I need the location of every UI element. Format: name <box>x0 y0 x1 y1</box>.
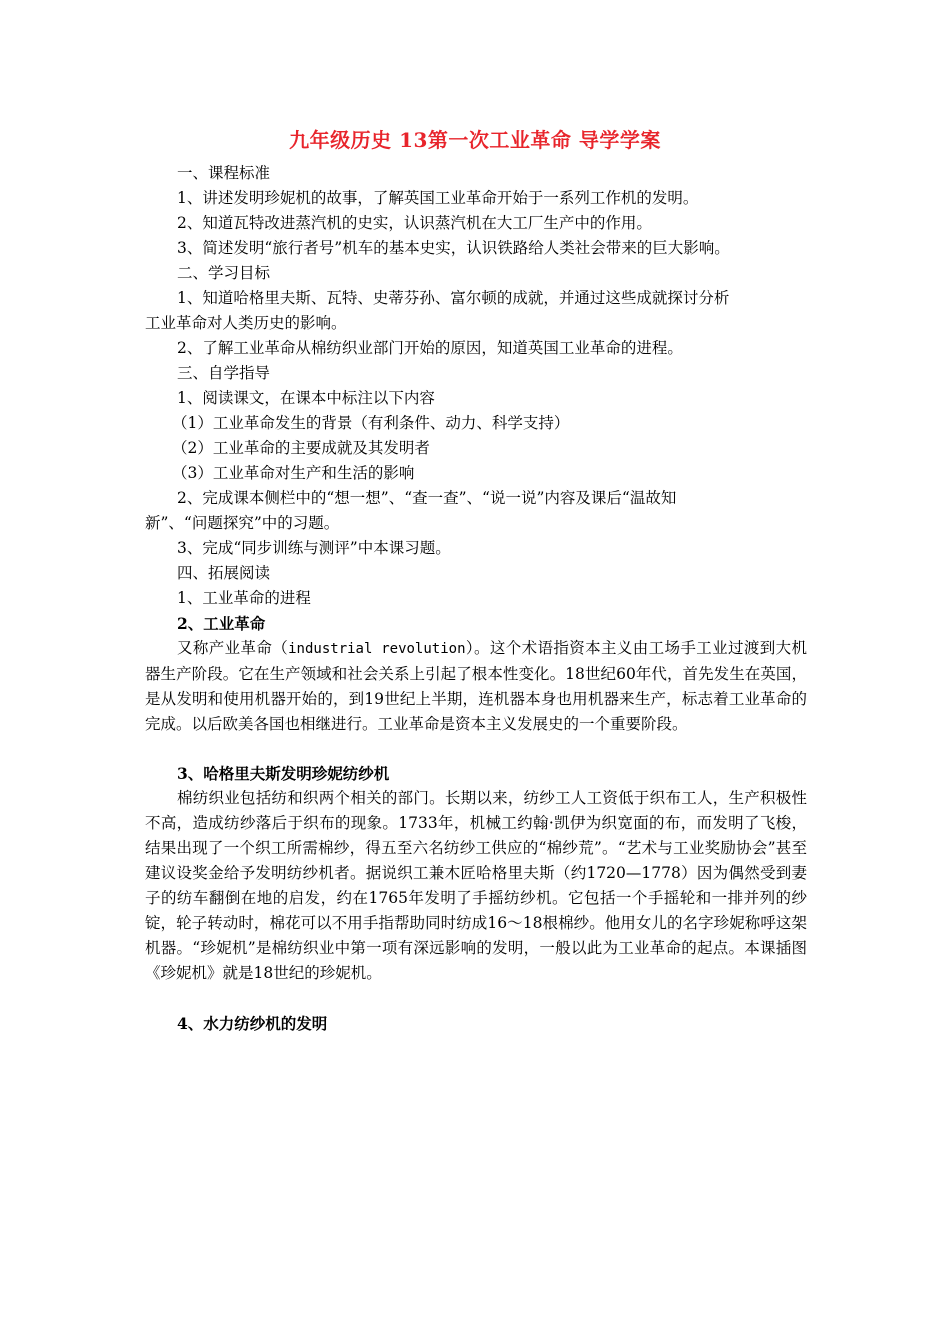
paragraph-spinning-jenny: 棉纺织业包括纺和织两个相关的部门。长期以来，纺纱工人工资低于织布工人，生产积极性不高，造成纺纱落后于织布的现象。1733年，机械工约翰·凯伊为织宽面的布，而发明了飞梭，结果出现了一个织工所需棉纱，得五至六名纺纱工供应的“棉纱荒”。“艺术与工业奖励协会”甚至建议设奖金给予发明纺纱机者。据说织工兼木匠哈格里夫斯（约1720—1778）因为偶然受到妻子的纺车翻倒在地的启发，约在1765年发明了手摇纺纱机。它包括一个手摇轮和一排并列的纱锭，轮子转动时，棉花可以不用手指帮助同时纺成16～18根棉纱。他用女儿的名字珍妮称呼这架机器。“珍妮机”是棉纺织业中第一项有深远影响的发明，一般以此为工业革命的起点。本课插图《珍妮机》就是18世纪的珍妮机。 <box>145 789 807 982</box>
subsection-heading: 3、哈格里夫斯发明珍妮纺纱机 <box>177 764 390 783</box>
list-item-continued: 新”、“问题探究”中的习题。 <box>145 514 340 532</box>
list-item: 1、阅读课文，在课本中标注以下内容 <box>177 389 435 407</box>
list-item: 2、完成课本侧栏中的“想一想”、“查一查”、“说一说”内容及课后“温故知 <box>177 489 677 507</box>
sub-list-item: （1）工业革命发生的背景（有利条件、动力、科学支持） <box>172 414 570 432</box>
section-heading-curriculum: 一、课程标准 <box>177 164 271 182</box>
sub-list-item: （2）工业革命的主要成就及其发明者 <box>172 439 430 457</box>
list-item: 1、知道哈格里夫斯、瓦特、史蒂芬孙、富尔顿的成就，并通过这些成就探讨分析 <box>177 289 730 307</box>
list-item: 1、工业革命的进程 <box>177 589 311 607</box>
section-heading-reading: 四、拓展阅读 <box>177 564 271 582</box>
paragraph-industrial-revolution <box>145 636 807 737</box>
list-item: 3、完成“同步训练与测评”中本课习题。 <box>177 539 451 557</box>
list-item: 2、了解工业革命从棉纺织业部门开始的原因，知道英国工业革命的进程。 <box>177 339 683 357</box>
subsection-heading: 2、工业革命 <box>177 614 266 633</box>
section-heading-goals: 二、学习目标 <box>177 264 271 282</box>
section-heading-self-study: 三、自学指导 <box>177 364 271 382</box>
paragraph-text: 又称产业革命（ <box>177 639 289 657</box>
list-item: 1、讲述发明珍妮机的故事，了解英国工业革命开始于一系列工作机的发明。 <box>177 189 699 207</box>
sub-list-item: （3）工业革命对生产和生活的影响 <box>172 464 415 482</box>
list-item: 2、知道瓦特改进蒸汽机的史实，认识蒸汽机在大工厂生产中的作用。 <box>177 214 652 232</box>
english-term: industrial revolution <box>288 641 466 657</box>
document-title: 九年级历史 13第一次工业革命 导学学案 <box>289 128 661 152</box>
paragraph-text: ）。这个术语指资本主义由工场手工业过渡到大机器生产阶段。它在生产领域和社会关系上引起了根本性变化。18世纪60年代，首先发生在英国，是从发明和使用机器开始的，到19世纪上半期，连机器本身也用机器来生产，标志着工业革命的完成。以后欧美各国也相继进行。工业革命是资本主义发展史的一个重要阶段。 <box>145 639 807 733</box>
list-item-continued: 工业革命对人类历史的影响。 <box>145 314 347 332</box>
subsection-heading: 4、水力纺纱机的发明 <box>177 1014 328 1033</box>
list-item: 3、简述发明“旅行者号”机车的基本史实，认识铁路给人类社会带来的巨大影响。 <box>177 239 730 257</box>
